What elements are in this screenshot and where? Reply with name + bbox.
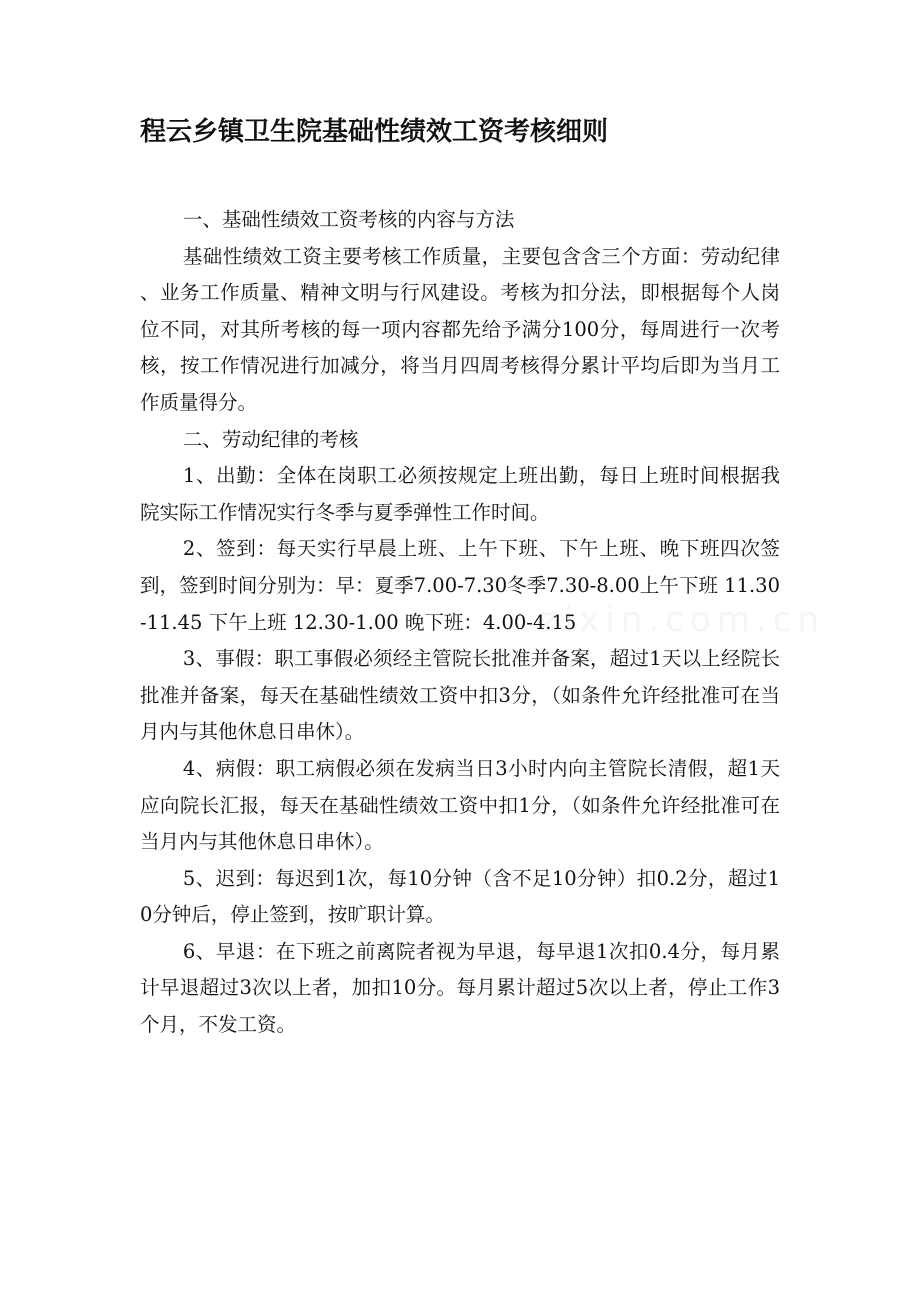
paragraph-overview: 基础性绩效工资主要考核工作质量，主要包含含三个方面：劳动纪律、业务工作质量、精神文明与行风建设。考核为扣分法，即根据每个人岗位不同，对其所考核的每一项内容都先给予满分100分，每周进行一次考核，按工作情况进行加减分，将当月四周考核得分累计平均后即为当月工作质量得分。 <box>140 244 780 414</box>
paragraph-sick-leave: 4、病假：职工病假必须在发病当日3小时内向主管院长清假，超1天应向院长汇报，每天在基础性绩效工资中扣1分，（如条件允许经批准可在当月内与其他休息日串休）。 <box>140 756 780 854</box>
document-title: 程云乡镇卫生院基础性绩效工资考核细则 <box>140 117 609 147</box>
paragraph-attendance: 1、出勤：全体在岗职工必须按规定上班出勤，每日上班时间根据我院实际工作情况实行冬季与夏季弹性工作时间。 <box>140 464 780 524</box>
section-heading-2: 二、劳动纪律的考核 <box>182 427 359 451</box>
paragraph-personal-leave: 3、事假：职工事假必须经主管院长批准并备案，超过1天以上经院长批准并备案，每天在基础性绩效工资中扣3分，（如条件允许经批准可在当月内与其他休息日串休）。 <box>140 647 780 744</box>
paragraph-late-arrival: 5、迟到：每迟到1次，每10分钟（含不足10分钟）扣0.2分，超过10分钟后，停止签到，按旷职计算。 <box>140 866 780 927</box>
paragraph-early-leave: 6、早退：在下班之前离院者视为早退，每早退1次扣0.4分，每月累计早退超过3次以上者，加扣10分。每月累计超过5次以上者，停止工作3个月，不发工资。 <box>140 939 780 1037</box>
section-heading-1: 一、基础性绩效工资考核的内容与方法 <box>182 208 515 231</box>
watermark: zixin.com.cn <box>540 600 825 640</box>
paragraph-sign-in: 2、签到：每天实行早晨上班、上午下班、下午上班、晚下班四次签到，签到时间分别为：早：夏季7.00-7.30冬季7.30-8.00上午下班 11.30-11.45 下午上班 12.30-1.00 晚下班：4.00-4.15 <box>140 537 780 634</box>
document-body <box>140 202 825 1044</box>
